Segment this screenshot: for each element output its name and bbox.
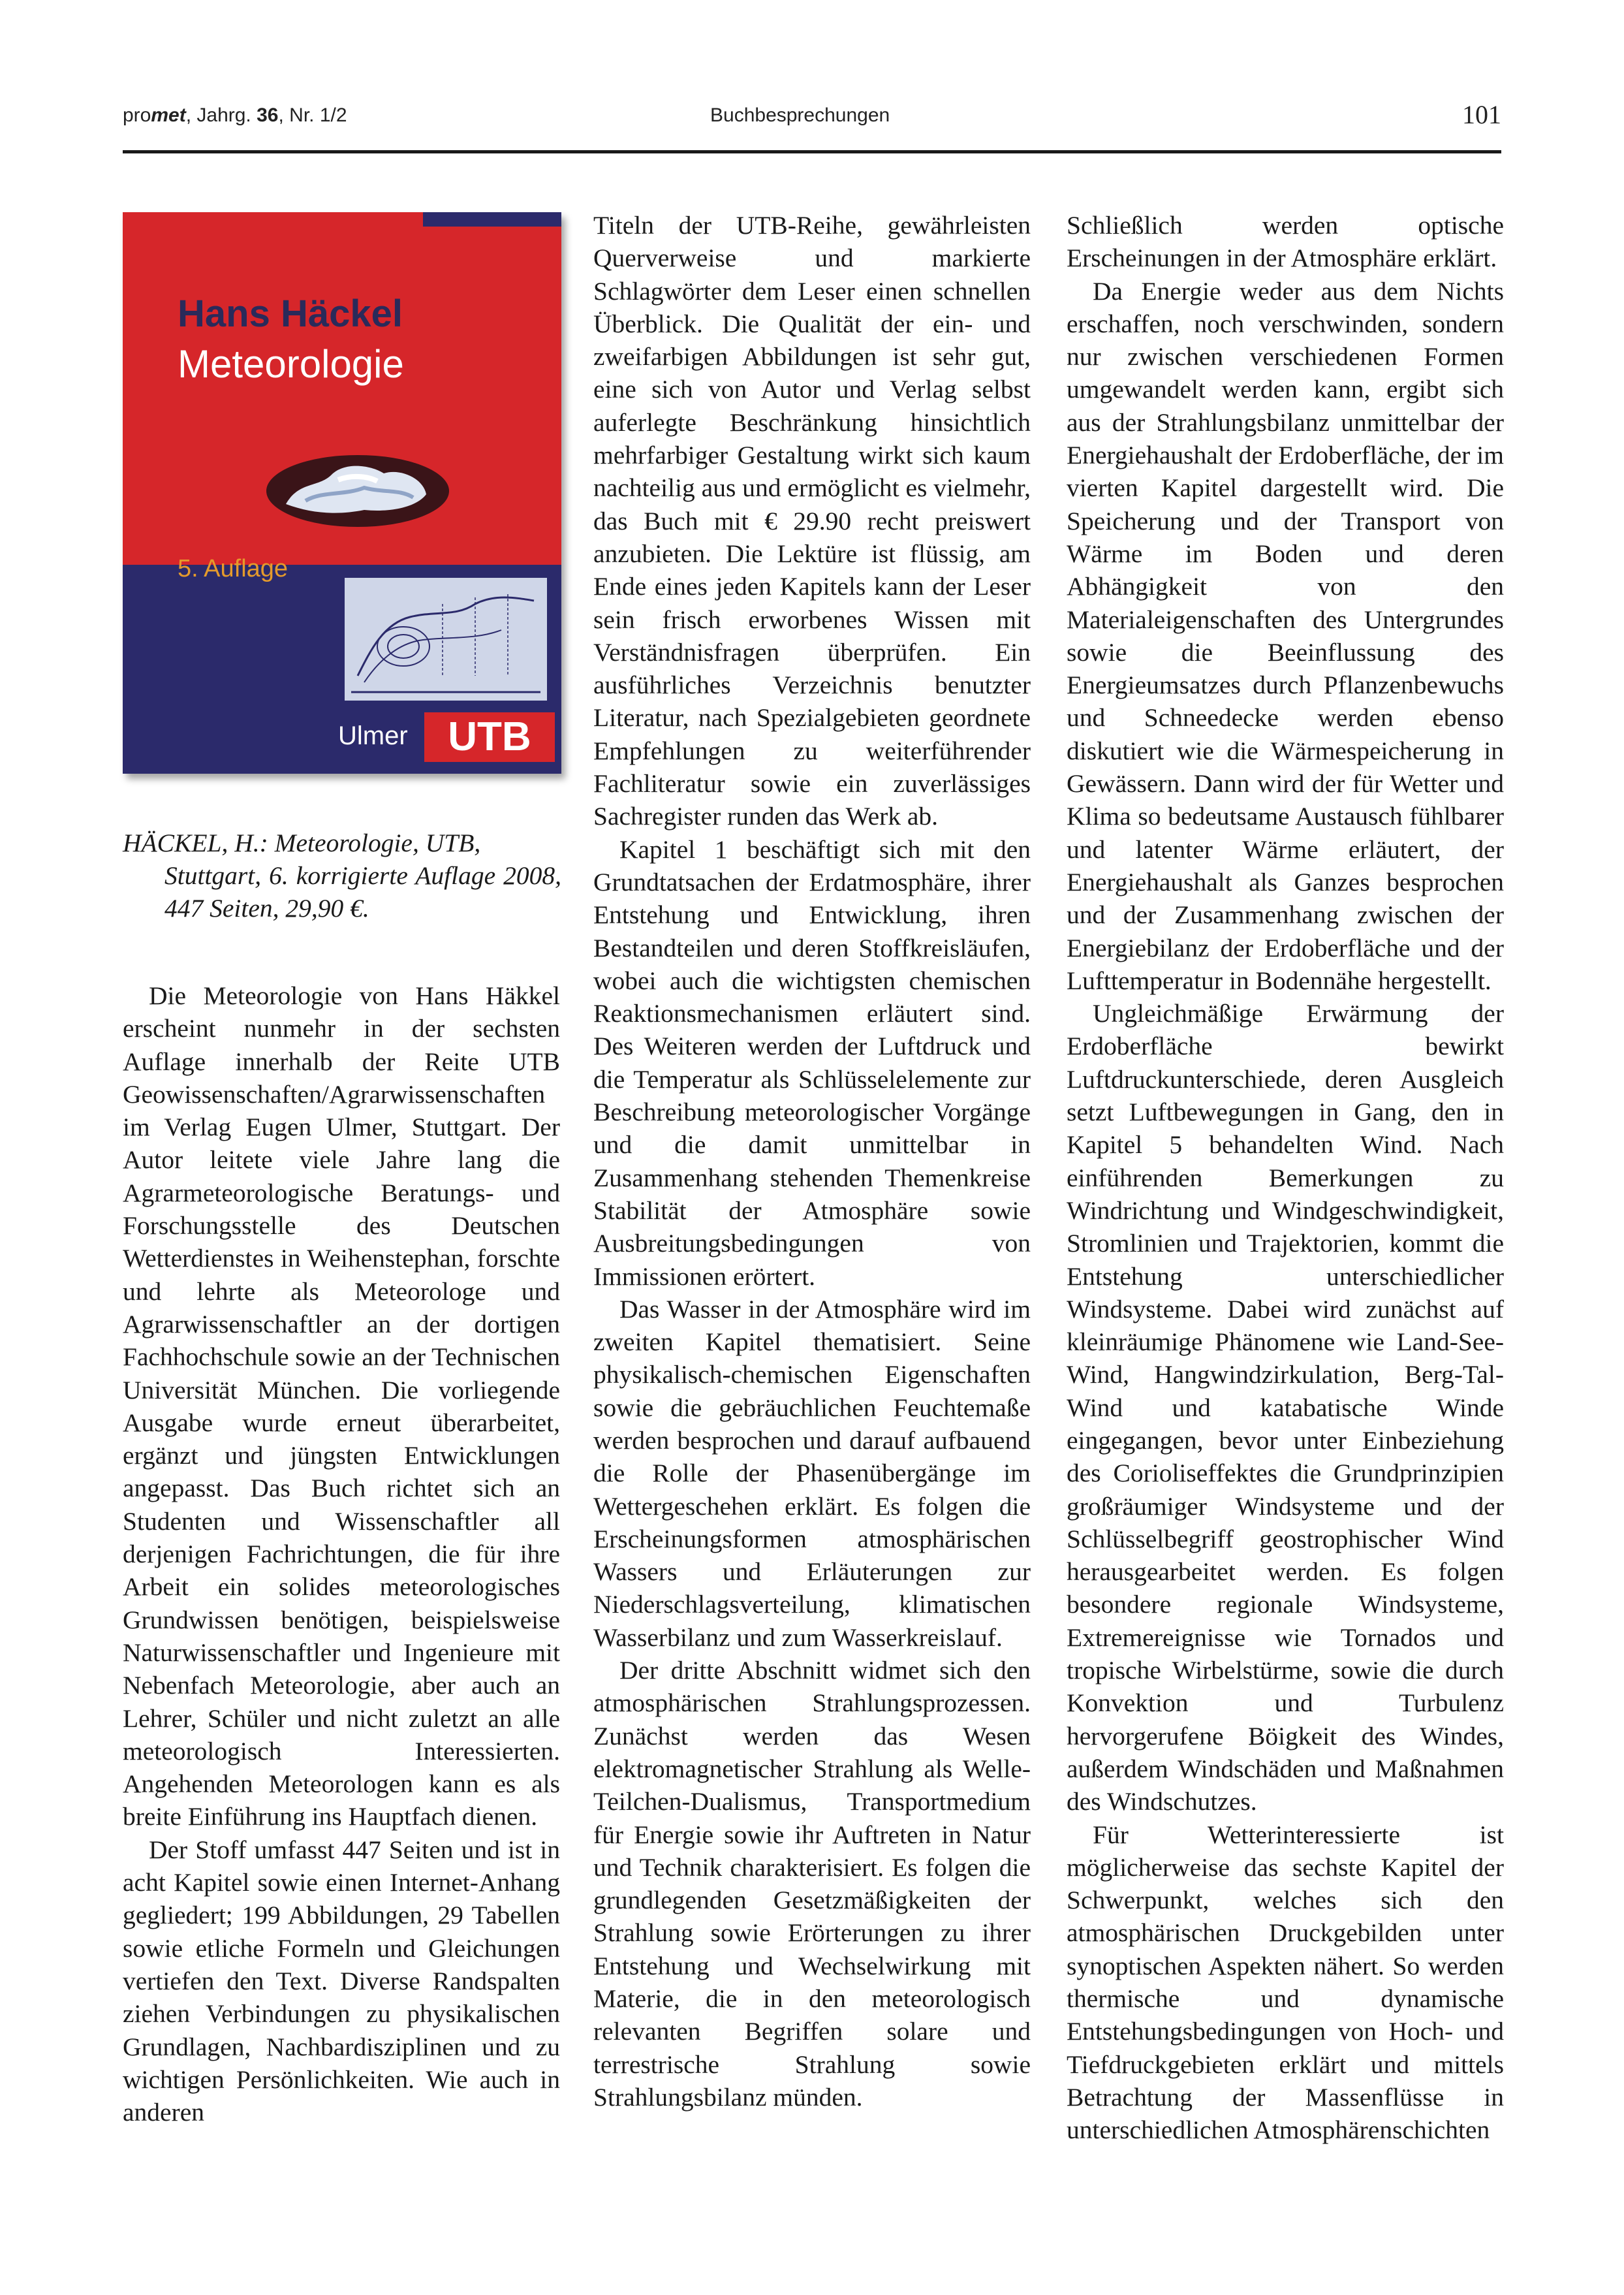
book-citation [123, 827, 561, 925]
paragraph: Schließlich werden optische Erscheinungen in der Atmosphäre erklärt. [1067, 211, 1504, 273]
paragraph: Das Wasser in der Atmosphäre wird im zweiten Kapitel thematisiert. Seine physikalisch-chemischen Eigenschaften sowie die gebräuchlichen Feuchtemaße werden besprochen und darauf aufbauend die Rolle der Phasenübergänge im Wettergeschehen erklärt. Es folgen die Erscheinungsformen atmosphärischen Wassers und Erläuterungen zur Niederschlagsverteilung, klimatischen Wasserbilanz und zum Wasserkreislauf. [593, 1294, 1031, 1652]
paragraph: Titeln der UTB-Reihe, gewährleisten Querverweise und markierte Schlagwörter dem Leser einen schnellen Überblick. Die Qualität der ein- und zweifarbigen Abbildungen ist sehr gut, eine sich von Autor und Verlag selbst auferlegte Beschränkung hinsichtlich mehrfarbiger Gestaltung wirkt sich kaum nachteilig aus und ermöglicht es vielmehr, das Buch mit € 29.90 recht preiswert anzubieten. Die Lektüre ist flüssig, am Ende eines jeden Kapitels kann der Leser sein frisch erworbenes Wissen mit Verständnisfragen überprüfen. Ein ausführliches Verzeichnis benutzter Literatur, nach Spezialgebieten geordnete Empfehlungen zu weiterführender Fachliteratur sowie ein zuverlässiges Sachregister runden das Werk ab. [593, 211, 1031, 831]
cover-edition: 5. Auflage [178, 555, 289, 582]
citation-line-1: HÄCKEL, H.: Meteorologie, UTB, [123, 829, 481, 857]
text-column-2 [593, 209, 1031, 2113]
paragraph: Die Meteorologie von Hans Häkkel erscheint nunmehr in der sechsten Auflage innerhalb der Reite UTB Geowissenschaften/Agrarwissenschaften im Verlag Eugen Ulmer, Stuttgart. Der Autor leitete viele Jahre lang die Agrarmeteorologische Beratungs- und Forschungsstelle des Deutschen Wetterdienstes in Weihenstephan, forschte und lehrte als Meteorologe und Agrarwissenschaftler an der dortigen Fachhochschule sowie an der Technischen Universität München. Die vorliegende Ausgabe wurde erneut überarbeitet, ergänzt und jüngsten Entwicklungen angepasst. Das Buch richtet sich an Studenten und Wissenschaftler all derjenigen Fachrichtungen, die für ihre Arbeit ein solides meteorologisches Grundwissen benötigen, beispielsweise Naturwissenschaftler und Ingenieure mit Nebenfach Meteorologie, aber auch an Lehrer, Schüler und nicht zuletzt an alle meteorologisch Interessierten. Angehenden Meteorologen kann es als breite Einführung ins Hauptfach dienen. [123, 981, 560, 1831]
header-rule [123, 150, 1501, 153]
cloud-photo-icon [260, 442, 456, 540]
book-cover-image [123, 212, 561, 774]
cover-top-bar [423, 212, 561, 227]
paragraph: Der dritte Abschnitt widmet sich den atmosphärischen Strahlungsprozessen. Zunächst werden das Wesen elektromagnetischer Strahlung als Welle-Teilchen-Dualismus, Transportmedium für Energie sowie ihr Auftreten in Natur und Technik charakterisiert. Es folgen die grundlegenden Gesetzmäßigkeiten der Strahlung sowie Erörterungen zu ihrer Entstehung und Wechselwirkung mit Materie, die in den meteorologisch relevanten Begriffen solare und terrestrische Strahlung sowie Strahlungsbilanz münden. [593, 1656, 1031, 2112]
paragraph: Für Wetterinteressierte ist möglicherweise das sechste Kapitel der Schwerpunkt, welches sich den atmosphärischen Druckgebilden unter synoptischen Aspekten nähert. So werden thermische und dynamische Entstehungsbedingungen von Hoch- und Tiefdruckgebieten erklärt und mittels Betrachtung der Massenflüsse in unterschiedlichen Atmosphärenschichten [1067, 1820, 1504, 2145]
journal-reference: promet, Jahrg. 36, Nr. 1/2 [123, 104, 347, 126]
cover-author: Hans Häckel [178, 293, 403, 335]
cover-series-logo: UTB [424, 712, 555, 762]
page-number: 101 [1462, 100, 1501, 129]
cover-publisher: Ulmer [338, 721, 408, 750]
citation-rest: Stuttgart, 6. korrigierte Auflage 2008, 447 Seiten, 29,90 €. [164, 861, 561, 923]
cover-title: Meteorologie [178, 342, 404, 386]
section-title: Buchbesprechungen [710, 104, 890, 126]
paragraph: Da Energie weder aus dem Nichts erschaffen, noch verschwinden, sondern nur zwischen verschiedenen Formen umgewandelt werden kann, ergibt sich aus der Strahlungsbilanz unmittelbar der Energiehaushalt der Erdoberfläche, der im vierten Kapitel dargestellt wird. Die Speicherung und der Transport von Wärme im Boden und deren Abhängigkeit von den Materialeigenschaften des Untergrundes sowie die Beeinflussung des Energieumsatzes durch Pflanzenbewuchs und Schneedecke werden ebenso diskutiert wie die Wärmespeicherung in Gewässern. Dann wird der für Wetter und Klima so bedeutsame Austausch fühlbarer und latenter Wärme erläutert, der Energiehaushalt als Ganzes besprochen und der Zusammenhang zwischen der Energiebilanz der Erdoberfläche und der Lufttemperatur in Bodennähe hergestellt. [1067, 276, 1504, 995]
atmosphere-diagram-icon [345, 578, 547, 701]
text-column-1 [123, 979, 560, 2129]
paragraph: Kapitel 1 beschäftigt sich mit den Grundtatsachen der Erdatmosphäre, ihrer Entstehung und Entwicklung, ihren Bestandteilen und deren Stoffkreisläufen, wobei auch die wichtigsten chemischen Reaktionsmechanismen erläutert sind. Des Weiteren werden der Luftdruck und die Temperatur als Schlüsselelemente zur Beschreibung meteorologischer Vorgänge und die damit unmittelbar in Zusammenhang stehenden Themenkreise Stabilität der Atmosphäre sowie Ausbreitungsbedingungen von Immissionen erörtert. [593, 834, 1031, 1291]
paragraph: Ungleichmäßige Erwärmung der Erdoberfläche bewirkt Luftdruckunterschiede, deren Ausgleich setzt Luftbewegungen in Gang, den in Kapitel 5 behandelten Wind. Nach einführenden Bemerkungen zu Windrichtung und Windgeschwindigkeit, Stromlinien und Trajektorien, kommt die Entstehung unterschiedlicher Windsysteme. Dabei wird zunächst auf kleinräumige Phänomene wie Land-See-Wind, Hangwindzirkulation, Berg-Tal-Wind und katabatische Winde eingegangen, bevor unter Einbeziehung des Corioliseffektes die Grundprinzipien großräumiger Windsysteme und der Schlüsselbegriff geostrophischer Wind herausgearbeitet werden. Es folgen besondere regionale Windsysteme, Extremereignisse wie Tornados und tropische Wirbelstürme, sowie die durch Konvektion und Turbulenz hervorgerufene Böigkeit des Windes, außerdem Windschäden und Maßnahmen des Windschutzes. [1067, 999, 1504, 1816]
paragraph: Der Stoff umfasst 447 Seiten und ist in acht Kapitel sowie einen Internet-Anhang gegliedert; 199 Abbildungen, 29 Tabellen sowie etliche Formeln und Gleichungen vertiefen den Text. Diverse Randspalten ziehen Verbindungen zu physikalischen Grundlagen, Nachbardisziplinen und zu wichtigen Persönlichkeiten. Wie auch in anderen [123, 1835, 560, 2127]
text-column-3 [1067, 209, 1504, 2147]
